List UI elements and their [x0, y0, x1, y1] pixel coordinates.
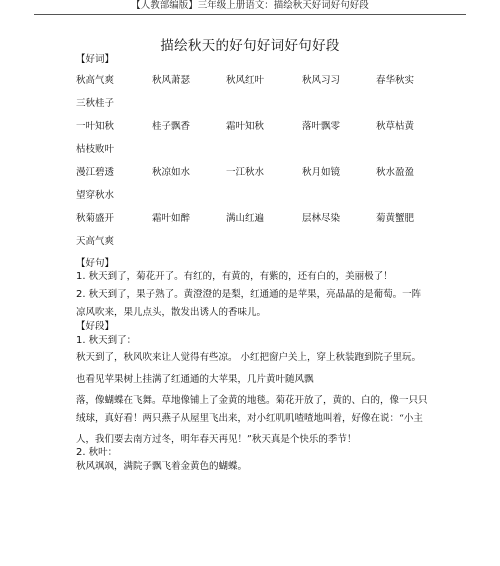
paragraph-1-title: 秋天到了：	[88, 335, 137, 346]
word-item: 秋水盈盈	[376, 167, 415, 178]
paragraph-1-line: 秋天到了，秋风吹来让人觉得有些凉。 小红把窗户关上，穿上秋装跑到院子里玩。	[76, 352, 422, 363]
word-item: 三秋桂子	[76, 98, 115, 109]
word-item: 春华秋实	[376, 75, 415, 86]
sentence-2-text: 秋天到了，果子熟了。黄澄澄的是梨，红通通的是苹果，亮晶晶的是葡萄。一阵	[88, 289, 422, 300]
sentence-2-line-2: 凉风吹来，果儿点头，散发出诱人的香味儿。	[76, 307, 267, 318]
word-row	[76, 236, 436, 259]
word-item: 望穿秋水	[76, 190, 115, 201]
word-item: 桂子飘香	[152, 121, 191, 132]
word-row	[76, 167, 436, 190]
sentence-1-number: 1.	[76, 271, 86, 282]
word-item: 秋风习习	[302, 75, 341, 86]
good-words-grid	[76, 75, 436, 259]
header-text: 【人教部编版】三年级上册语文：描绘秋天好词好句好段	[131, 0, 369, 11]
paragraph-1-line: 也看见苹果树上挂满了红通通的大苹果，几片黄叶随风飘	[76, 374, 314, 385]
word-row	[76, 98, 436, 121]
word-item: 层林尽染	[302, 213, 341, 224]
paragraph-1-heading	[76, 335, 424, 347]
word-item: 枯枝败叶	[76, 144, 115, 155]
word-item: 秋凉如水	[152, 167, 191, 178]
word-item: 满山红遍	[226, 213, 265, 224]
word-item: 霜叶如醉	[152, 213, 191, 224]
sentence-2-line-1	[76, 289, 424, 301]
word-row	[76, 75, 436, 98]
sentence-2-number: 2.	[76, 289, 86, 300]
word-row	[76, 190, 436, 213]
header-divider	[34, 14, 466, 15]
word-item: 一江秋水	[226, 167, 265, 178]
page-title: 描绘秋天的好句好词好句好段	[160, 38, 340, 54]
sentence-1-text: 秋天到了，菊花开了。有红的，有黄的，有紫的，还有白的，美丽极了！	[88, 271, 393, 282]
word-item: 秋风萧瑟	[152, 75, 191, 86]
paragraph-2-number: 2.	[76, 447, 86, 458]
paragraph-2-heading	[76, 447, 424, 459]
word-item: 一叶知秋	[76, 121, 115, 132]
word-row	[76, 144, 436, 167]
paragraph-1-number: 1.	[76, 335, 86, 346]
word-item: 秋月如镜	[302, 167, 341, 178]
word-item: 秋草枯黄	[376, 121, 415, 132]
word-item: 菊黄蟹肥	[376, 213, 415, 224]
word-item: 秋风红叶	[226, 75, 265, 86]
paragraph-1-line: 绒球，真好看！两只燕子从屋里飞出来，对小红叽叽喳喳地叫着，好像在说：“小主	[76, 413, 423, 424]
word-row	[76, 213, 436, 236]
sentence-1	[76, 271, 424, 283]
paragraph-1-line: 人，我们要去南方过冬，明年春天再见！”秋天真是个快乐的季节！	[76, 434, 357, 445]
word-item: 秋高气爽	[76, 75, 115, 86]
word-item: 漫江碧透	[76, 167, 115, 178]
good-words-label: 【好词】	[76, 54, 115, 65]
paragraph-1-line: 落，像蝴蝶在飞舞。草地像铺上了金黄的地毯。菊花开放了，黄的、白的，像一只只	[76, 395, 428, 406]
word-item: 秋菊盛开	[76, 213, 115, 224]
good-sentences-label: 【好句】	[76, 258, 115, 269]
word-row	[76, 121, 436, 144]
paragraph-2-title: 秋叶：	[88, 447, 118, 458]
good-paragraphs-label: 【好段】	[76, 321, 115, 332]
paragraph-2-line: 秋风飒飒，满院子飘飞着金黄色的蝴蝶。	[76, 461, 248, 472]
word-item: 天高气爽	[76, 236, 115, 247]
word-item: 落叶飘零	[302, 121, 341, 132]
word-item: 霜叶知秋	[226, 121, 265, 132]
